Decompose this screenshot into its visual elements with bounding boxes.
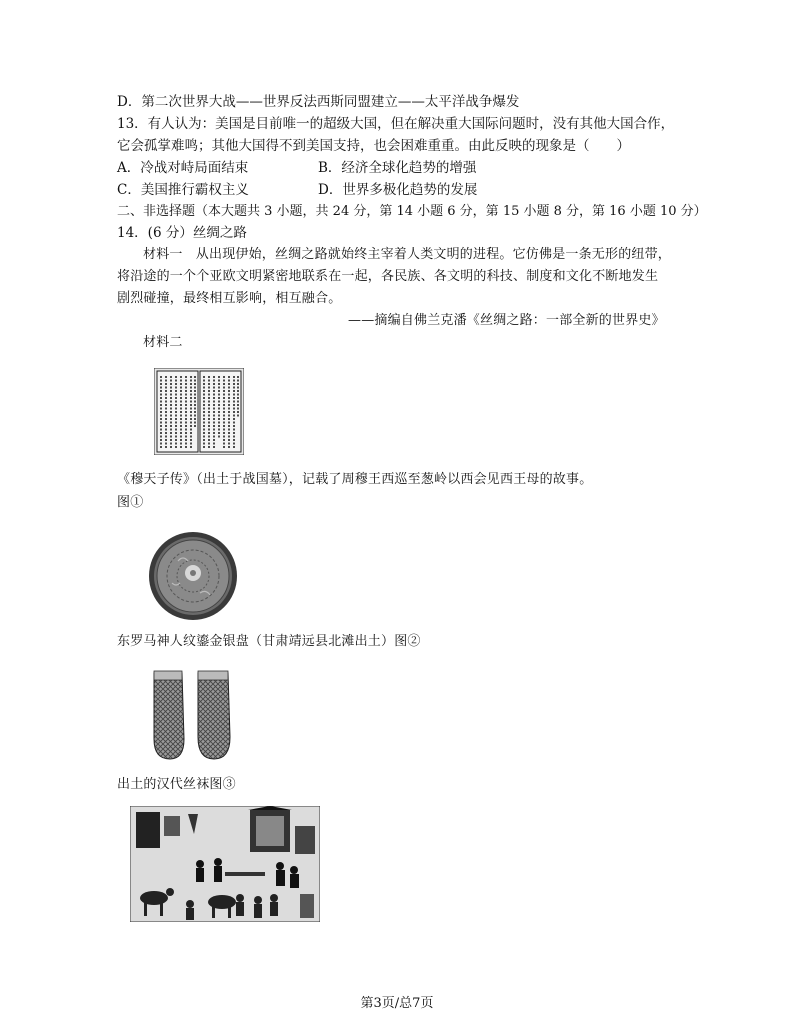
figure-2-caption: 东罗马神人纹鎏金银盘（甘肃靖远县北滩出土）图② xyxy=(117,634,421,649)
material-1-source: ——摘编自佛兰克潘《丝绸之路：一部全新的世界史》 xyxy=(348,313,665,328)
mural-scene-icon xyxy=(130,806,320,922)
figure-1-label: 图① xyxy=(117,495,144,510)
q13-stem-line-2: 它会孤掌难鸣；其他大国得不到美国支持，也会困难重重。由此反映的现象是（ ） xyxy=(117,138,630,154)
figure-3-caption: 出土的汉代丝袜图③ xyxy=(117,777,236,792)
q12-option-d: D．第二次世界大战——世界反法西斯同盟建立——太平洋战争爆发 xyxy=(117,94,520,110)
silver-plate-icon xyxy=(148,531,238,621)
q13-option-d: D．世界多极化趋势的发展 xyxy=(318,182,478,198)
material-1-line-3: 剧烈碰撞，最终相互影响，相互融合。 xyxy=(117,291,342,306)
material-1-line-2: 将沿途的一个个亚欧文明紧密地联系在一起，各民族、各文明的科技、制度和文化不断地发生 xyxy=(117,269,659,284)
material-1-line-1: 材料一 从出现伊始，丝绸之路就始终主宰着人类文明的进程。它仿佛是一条无形的纽带， xyxy=(143,247,672,262)
q13-option-c: C．美国推行霸权主义 xyxy=(117,182,249,198)
silk-socks-icon xyxy=(148,669,238,763)
q13-stem-line-1: 13．有人认为：美国是目前唯一的超级大国，但在解决重大国际问题时，没有其他大国合作， xyxy=(117,116,675,132)
figure-1-caption: 《穆天子传》（出土于战国墓），记载了周穆王西巡至葱岭以西会见西王母的故事。 xyxy=(117,472,593,487)
section-2-heading: 二、非选择题（本大题共 3 小题，共 24 分，第 14 小题 6 分，第 15 小题 8 分，第 16 小题 10 分） xyxy=(117,204,707,219)
q14-title: 14．(6 分）丝绸之路 xyxy=(117,225,247,241)
q13-option-b: B．经济全球化趋势的增强 xyxy=(318,160,477,176)
page-number: 第3页/总7页 xyxy=(360,996,434,1011)
material-2-label: 材料二 xyxy=(143,335,183,350)
q13-option-a: A．冷战对峙局面结束 xyxy=(117,160,249,176)
ancient-book-icon xyxy=(154,368,244,455)
